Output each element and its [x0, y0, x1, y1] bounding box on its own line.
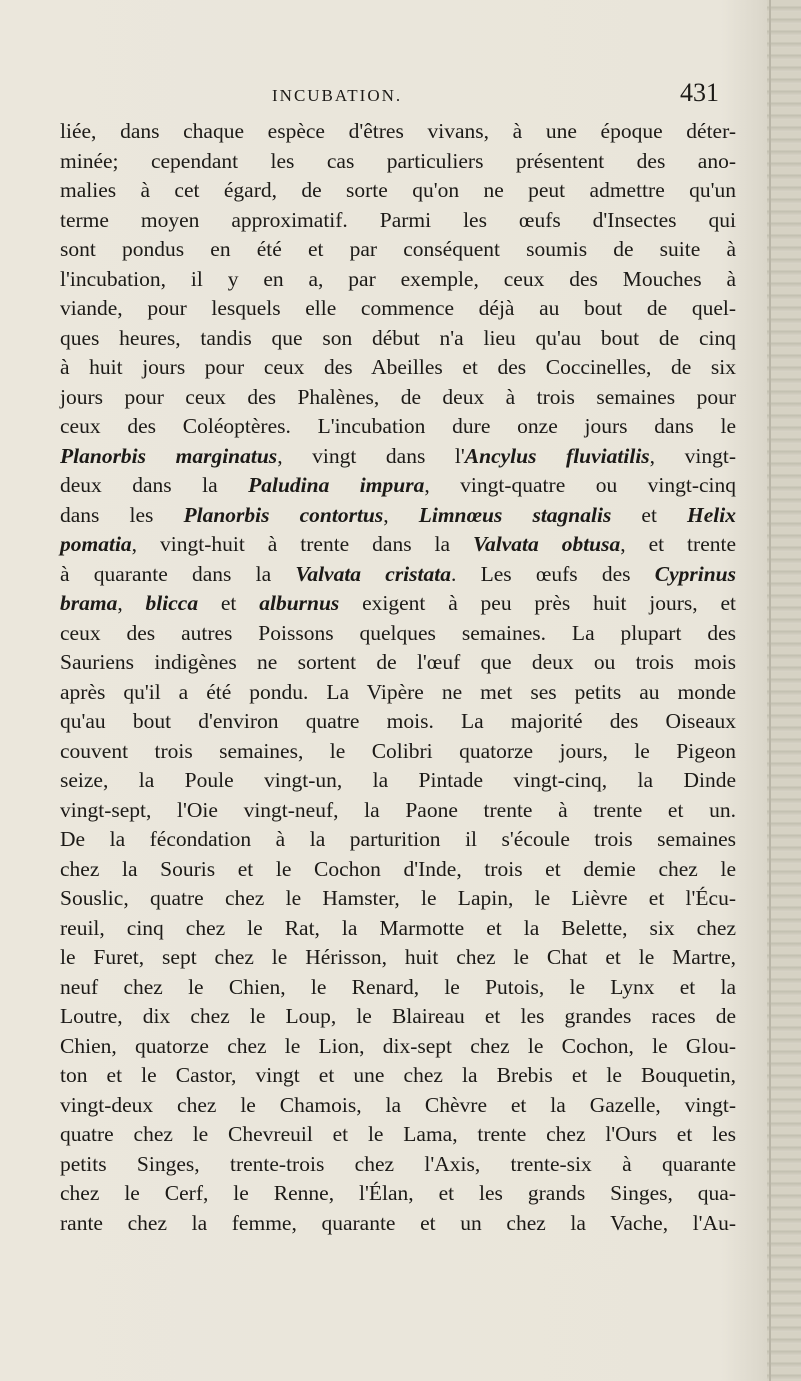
text-line: l'incubation, il y en a, par exemple, ceux des Mouches à [60, 266, 736, 291]
text-line: minée; cependant les cas particuliers présentent des ano- [60, 148, 736, 173]
text-line: ceux des autres Poissons quelques semaines. La plupart des [60, 620, 736, 645]
text-line: De la fécondation à la parturition il s'écoule trois semaines [60, 827, 736, 851]
text-line: Loutre, dix chez le Loup, le Blaireau et les grandes races de [60, 1004, 736, 1028]
text-line: deux dans la Paludina impura, vingt-quatre ou vingt-cinq [60, 473, 737, 497]
running-title: INCUBATION. [272, 86, 403, 105]
text-line: Chien, quatorze chez le Lion, dix-sept chez le Cochon, le Glou- [60, 1033, 736, 1058]
text-line: neuf chez le Chien, le Renard, le Putois, le Lynx et la [60, 974, 736, 999]
text-line: sont pondus en été et par conséquent soumis de suite à [60, 237, 736, 261]
body-text [60, 117, 736, 1238]
text-line: malies à cet égard, de sorte qu'on ne peut admettre qu'un [60, 178, 736, 202]
text-line: le Furet, sept chez le Hérisson, huit chez le Chat et le Martre, [60, 945, 736, 969]
text-line: reuil, cinq chez le Rat, la Marmotte et la Belette, six chez [60, 915, 736, 940]
text-line: Planorbis marginatus, vingt dans l'Ancylus fluviatilis, vingt- [60, 443, 736, 468]
text-line: chez le Cerf, le Renne, l'Élan, et les grands Singes, qua- [60, 1181, 736, 1205]
text-line: après qu'il a été pondu. La Vipère ne met ses petits au monde [60, 679, 736, 704]
text-line: chez la Souris et le Cochon d'Inde, trois et demie chez le [60, 856, 736, 881]
text-line: quatre chez le Chevreuil et le Lama, trente chez l'Ours et les [60, 1122, 736, 1146]
text-line: pomatia, vingt-huit à trente dans la Valvata obtusa, et trente [60, 532, 737, 556]
text-line: viande, pour lesquels elle commence déjà au bout de quel- [60, 296, 736, 320]
text-line: Sauriens indigènes ne sortent de l'œuf que deux ou trois mois [60, 650, 736, 674]
text-line: seize, la Poule vingt-un, la Pintade vingt-cinq, la Dinde [60, 768, 736, 792]
text-line: ques heures, tandis que son début n'a lieu qu'au bout de cinq [60, 325, 736, 350]
gutter-edge [769, 0, 771, 1381]
text-line: liée, dans chaque espèce d'êtres vivans, à une époque déter- [60, 119, 736, 143]
text-line: rante chez la femme, quarante et un chez la Vache, l'Au- [60, 1210, 736, 1235]
text-line: qu'au bout d'environ quatre mois. La majorité des Oiseaux [60, 709, 736, 733]
text-line: vingt-sept, l'Oie vingt-neuf, la Paone trente à trente et un. [60, 797, 736, 822]
text-line: à huit jours pour ceux des Abeilles et des Coccinelles, de six [60, 355, 736, 379]
text-line: brama, blicca et alburnus exigent à peu près huit jours, et [60, 591, 736, 615]
text-line: petits Singes, trente-trois chez l'Axis, trente-six à quarante [60, 1151, 736, 1176]
text-line: ton et le Castor, vingt et une chez la Brebis et le Bouquetin, [60, 1063, 736, 1087]
text-line: couvent trois semaines, le Colibri quatorze jours, le Pigeon [60, 738, 736, 763]
book-gutter [767, 0, 801, 1381]
text-line: jours pour ceux des Phalènes, de deux à trois semaines pour [60, 384, 736, 409]
text-line: ceux des Coléoptères. L'incubation dure onze jours dans le [60, 414, 736, 438]
text-line: Souslic, quatre chez le Hamster, le Lapin, le Lièvre et l'Écu- [60, 886, 736, 910]
text-line: à quarante dans la Valvata cristata. Les œufs des Cyprinus [60, 561, 736, 586]
text-line: vingt-deux chez le Chamois, la Chèvre et la Gazelle, vingt- [60, 1092, 736, 1117]
page-number: 431 [680, 78, 719, 107]
text-line: terme moyen approximatif. Parmi les œufs d'Insectes qui [60, 207, 736, 232]
text-line: dans les Planorbis contortus, Limnœus stagnalis et Helix [60, 502, 736, 527]
